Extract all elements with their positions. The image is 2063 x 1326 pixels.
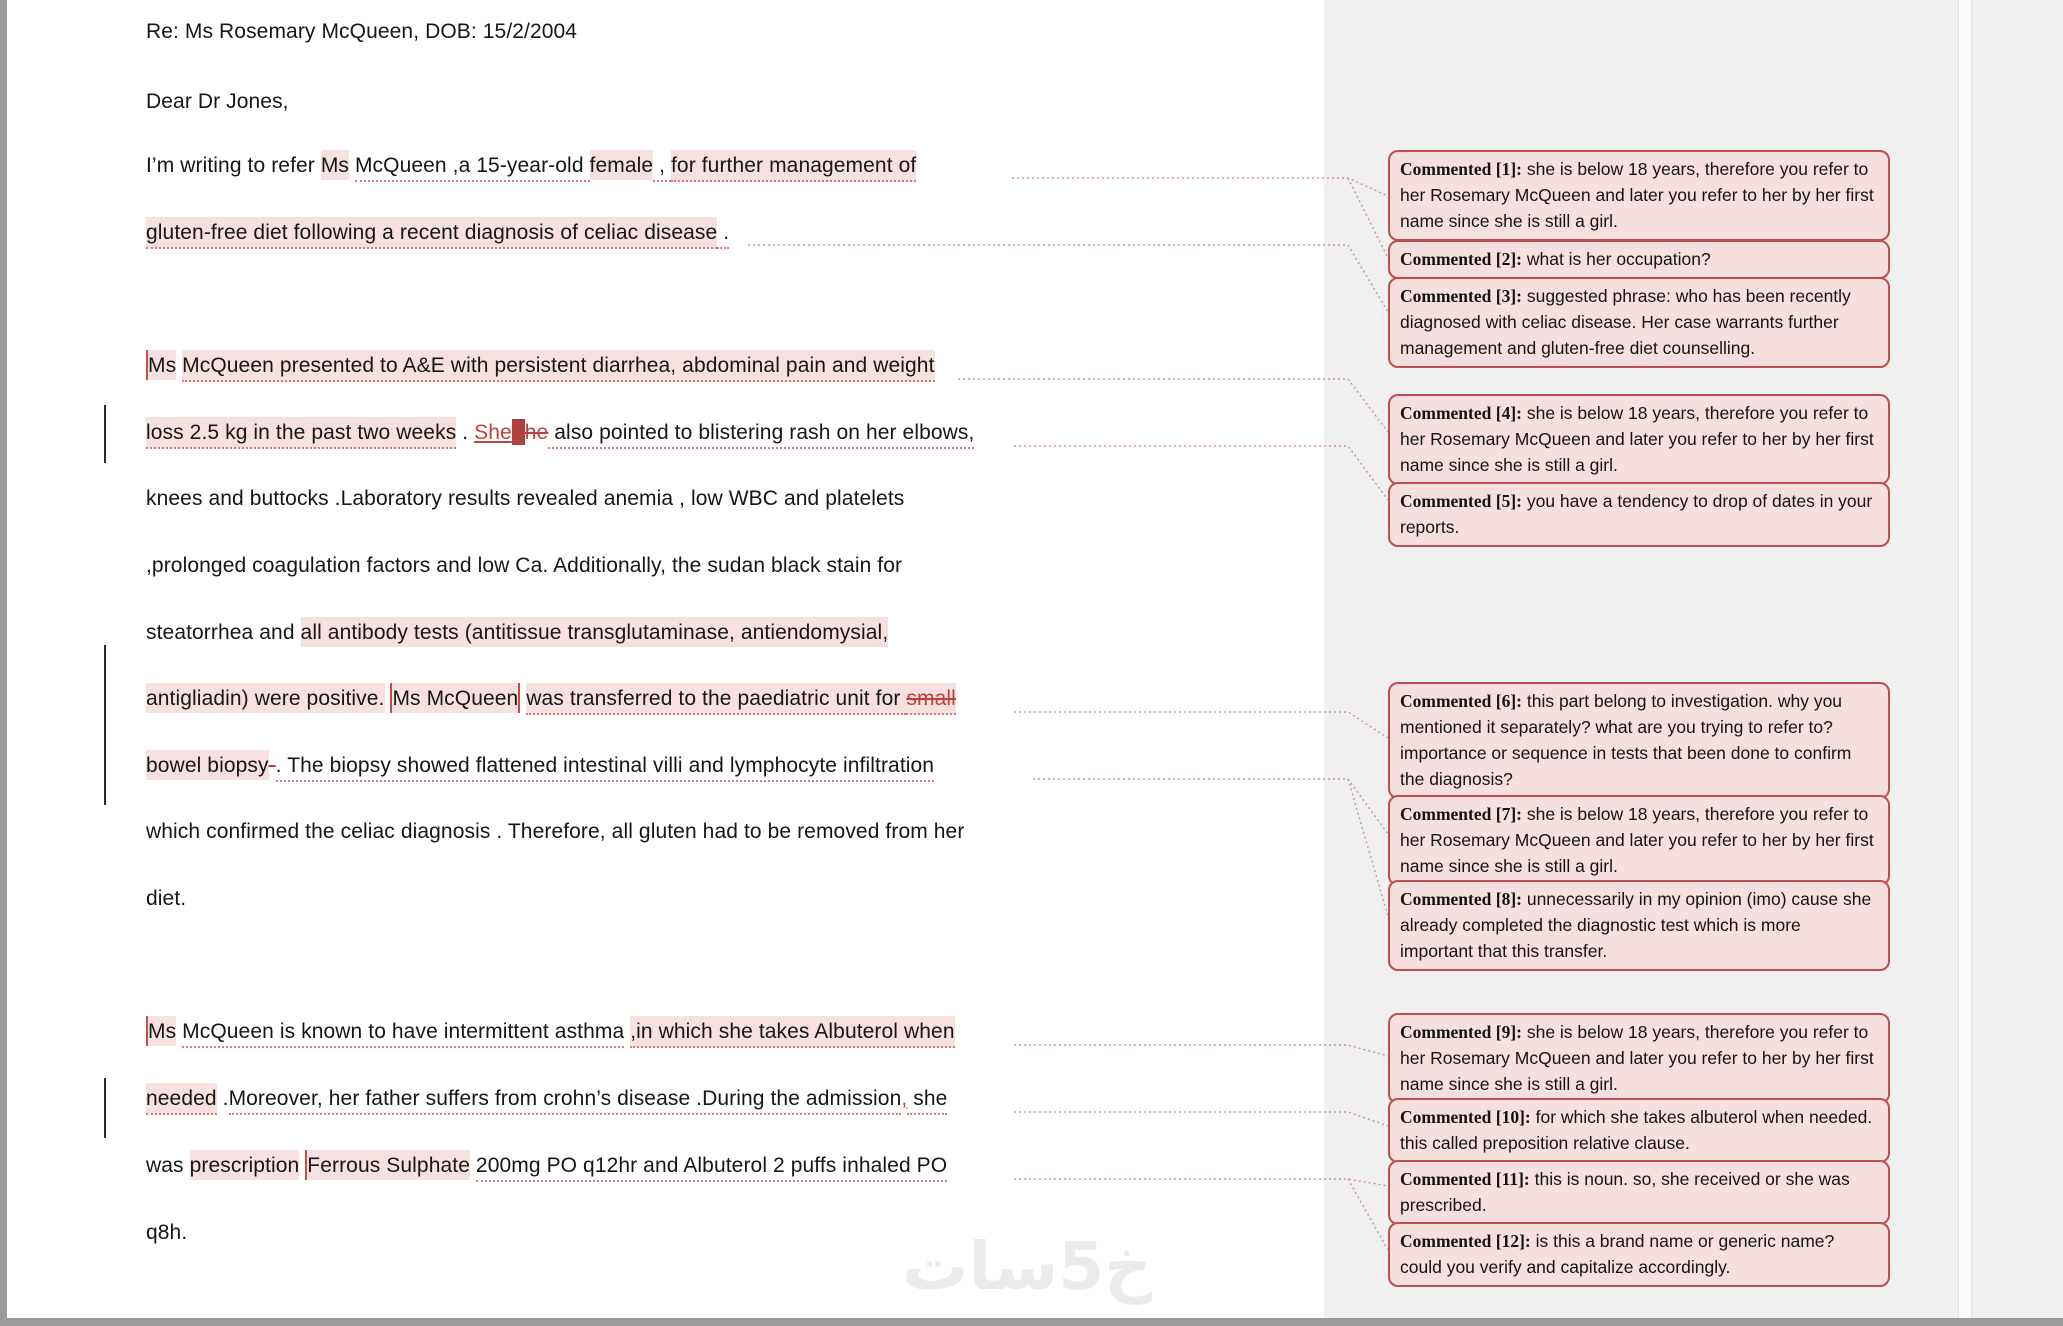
document-line[interactable] bbox=[146, 219, 729, 246]
window-bottom-edge bbox=[0, 1318, 2063, 1326]
document-line[interactable] bbox=[146, 1085, 947, 1112]
document-line[interactable] bbox=[146, 485, 904, 512]
comment-label: Commented [4]: bbox=[1400, 403, 1522, 423]
comment-bubble[interactable] bbox=[1388, 394, 1890, 485]
text-segment-d: she bbox=[907, 1083, 947, 1115]
document-line[interactable] bbox=[146, 885, 186, 912]
text-segment-h: female bbox=[590, 150, 654, 180]
text-segment-h: antigliadin) were positive. bbox=[146, 683, 385, 713]
comment-bubble[interactable] bbox=[1388, 482, 1890, 547]
text-segment-ins: She bbox=[474, 421, 512, 444]
text-segment-hd: McQueen presented to A&E with persistent diarrhea, abdominal pain and weight bbox=[182, 350, 934, 382]
text-segment-p: . bbox=[216, 1087, 229, 1110]
text-segment-p: q8h. bbox=[146, 1221, 188, 1244]
comment-label: Commented [11]: bbox=[1400, 1169, 1530, 1189]
comment-label: Commented [1]: bbox=[1400, 159, 1522, 179]
text-segment-p: I’m writing to refer bbox=[146, 154, 321, 177]
text-segment-p: which confirmed the celiac diagnosis . Therefore, all gluten had to be removed from her bbox=[146, 820, 965, 843]
comment-label: Commented [3]: bbox=[1400, 286, 1522, 306]
document-line[interactable] bbox=[146, 352, 935, 379]
text-segment-hd: needed bbox=[146, 1083, 217, 1115]
text-segment-hb: Ms bbox=[146, 1016, 176, 1046]
comment-bubble[interactable] bbox=[1388, 1098, 1890, 1163]
document-line[interactable] bbox=[146, 152, 916, 179]
comment-label: Commented [12]: bbox=[1400, 1231, 1531, 1251]
comment-bubble[interactable] bbox=[1388, 795, 1890, 886]
text-segment-p: ,prolonged coagulation factors and low Ca. Additionally, the sudan black stain for bbox=[146, 554, 903, 577]
selection-block bbox=[512, 419, 525, 445]
document-line[interactable] bbox=[146, 1219, 187, 1246]
document-line[interactable] bbox=[146, 619, 888, 646]
margin-scroll-strip bbox=[1958, 0, 1972, 1318]
text-segment-hbb: Ms McQueen bbox=[390, 683, 520, 713]
comment-text: she is below 18 years, therefore you refer to her Rosemary McQueen and later you refer to her by her first name since she is still a girl. bbox=[1400, 804, 1874, 876]
comment-bubble[interactable] bbox=[1388, 277, 1890, 368]
text-segment-hd: was transferred to the paediatric unit for bbox=[526, 683, 906, 715]
document-line[interactable] bbox=[146, 88, 289, 115]
text-segment-p: was bbox=[146, 1154, 190, 1177]
text-segment-hd: gluten-free diet following a recent diagnosis of celiac disease bbox=[146, 217, 717, 249]
comment-text: unnecessarily in my opinion (imo) cause she already completed the diagnostic test which is more important that this transfer. bbox=[1400, 889, 1872, 961]
document-page[interactable] bbox=[7, 0, 1324, 1318]
comment-text: this part belong to investigation. why you mentioned it separately? what are you trying to refer to? importance or sequence in tests that been done to confirm the diagnosis? bbox=[1400, 691, 1852, 789]
text-segment-p: Dear Dr Jones, bbox=[146, 90, 289, 113]
comment-bubble[interactable] bbox=[1388, 880, 1890, 971]
text-segment-p: . bbox=[456, 421, 475, 444]
document-line[interactable] bbox=[146, 552, 902, 579]
comment-text: for which she takes albuterol when needed. this called preposition relative clause. bbox=[1400, 1107, 1873, 1153]
comment-bubble[interactable] bbox=[1388, 682, 1890, 799]
text-segment-d: McQueen ,a 15-year-old bbox=[355, 150, 590, 182]
text-segment-hb: Ms bbox=[146, 350, 176, 380]
comment-text: this is noun. so, she received or she was prescribed. bbox=[1400, 1169, 1850, 1215]
text-segment-d: 200mg PO q12hr and Albuterol 2 puffs inhaled PO bbox=[476, 1150, 947, 1182]
comment-text: she is below 18 years, therefore you refer to her Rosemary McQueen and later you refer to her by her first name since she is still a girl. bbox=[1400, 1022, 1874, 1094]
text-segment-d: . The biopsy showed flattened intestinal villi and lymphocyte infiltration bbox=[276, 750, 934, 782]
text-segment-h: prescription bbox=[190, 1150, 300, 1180]
text-segment-d: Moreover, her father suffers from crohn’s disease .During the admission bbox=[229, 1083, 902, 1115]
comment-text: what is her occupation? bbox=[1521, 249, 1711, 269]
text-segment-p: knees and buttocks .Laboratory results revealed anemia , low WBC and platelets bbox=[146, 487, 905, 510]
document-line[interactable] bbox=[146, 1018, 955, 1045]
comment-text: is this a brand name or generic name? could you verify and capitalize accordingly. bbox=[1400, 1231, 1835, 1277]
comment-bubble[interactable] bbox=[1388, 150, 1890, 241]
text-segment-del: he bbox=[524, 421, 549, 444]
document-line[interactable] bbox=[146, 419, 974, 446]
comment-label: Commented [2]: bbox=[1400, 249, 1522, 269]
tracked-change-bar bbox=[104, 1078, 106, 1138]
text-segment-d: . bbox=[717, 217, 729, 249]
document-line[interactable] bbox=[146, 685, 956, 712]
text-segment-hd: ,in which she takes Albuterol when bbox=[630, 1016, 954, 1048]
text-segment-p: Re: Ms Rosemary McQueen, DOB: 15/2/2004 bbox=[146, 20, 578, 43]
text-segment-hd: loss 2.5 kg in the past two weeks bbox=[146, 417, 456, 449]
document-line[interactable] bbox=[146, 752, 934, 779]
document-line[interactable] bbox=[146, 1152, 947, 1179]
text-segment-hb: Ferrous Sulphate bbox=[305, 1150, 470, 1180]
comment-label: Commented [6]: bbox=[1400, 691, 1522, 711]
text-segment-p: diet. bbox=[146, 887, 187, 910]
text-segment-del: - bbox=[268, 754, 276, 777]
text-segment-h: all antibody tests (antitissue transglutaminase, antiendomysial, bbox=[301, 617, 889, 647]
comment-text: suggested phrase: who has been recently diagnosed with celiac disease. Her case warrants further management and gluten-free diet counselling. bbox=[1400, 286, 1851, 358]
document-line[interactable] bbox=[146, 18, 577, 45]
text-segment-h: Ms bbox=[321, 150, 349, 180]
comment-label: Commented [5]: bbox=[1400, 491, 1522, 511]
comment-label: Commented [10]: bbox=[1400, 1107, 1531, 1127]
comment-label: Commented [8]: bbox=[1400, 889, 1522, 909]
comment-bubble[interactable] bbox=[1388, 240, 1890, 279]
tracked-change-bar bbox=[104, 405, 106, 463]
comment-bubble[interactable] bbox=[1388, 1222, 1890, 1287]
text-segment-d: also pointed to blistering rash on her elbows, bbox=[548, 417, 974, 449]
text-segment-d: McQueen is known to have intermittent asthma bbox=[182, 1016, 624, 1048]
text-segment-h: bowel biopsy bbox=[146, 750, 269, 780]
tracked-change-bar bbox=[104, 645, 106, 805]
text-segment-d: , bbox=[653, 150, 671, 182]
text-segment-ins: , bbox=[901, 1087, 908, 1110]
comment-label: Commented [7]: bbox=[1400, 804, 1522, 824]
document-line[interactable] bbox=[146, 818, 964, 845]
comment-bubble[interactable] bbox=[1388, 1013, 1890, 1104]
comment-text: you have a tendency to drop of dates in your reports. bbox=[1400, 491, 1873, 537]
text-segment-p: steatorrhea and bbox=[146, 621, 301, 644]
text-segment-hd: for further management of bbox=[671, 150, 916, 182]
comment-text: she is below 18 years, therefore you refer to her Rosemary McQueen and later you refer to her by her first name since she is still a girl. bbox=[1400, 403, 1874, 475]
comment-label: Commented [9]: bbox=[1400, 1022, 1522, 1042]
comment-bubble[interactable] bbox=[1388, 1160, 1890, 1225]
comment-text: she is below 18 years, therefore you refer to her Rosemary McQueen and later you refer to her by her first name since she is still a girl. bbox=[1400, 159, 1874, 231]
khamsat-watermark: خ5سات bbox=[902, 1228, 1152, 1305]
text-segment-dh: small bbox=[906, 683, 956, 715]
window-left-edge bbox=[0, 0, 7, 1326]
